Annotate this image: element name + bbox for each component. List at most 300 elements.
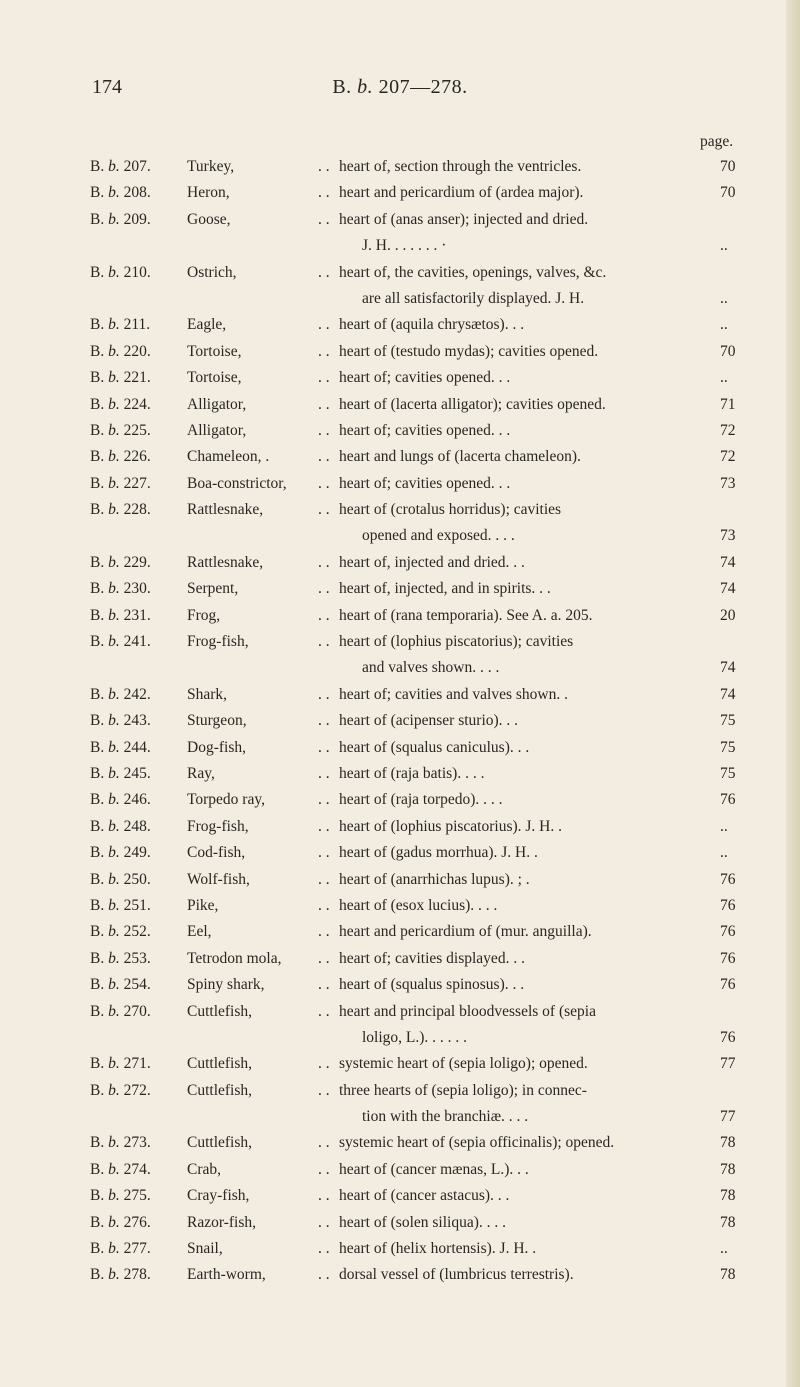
entry-number: 244. [123, 738, 151, 756]
entry-ref [90, 1134, 151, 1152]
entry-number: 277. [123, 1240, 151, 1258]
entry-number: 224. [123, 395, 151, 413]
entry-ref [90, 739, 151, 757]
catalogue-entry [0, 763, 800, 789]
entry-separator: . . [318, 817, 330, 835]
entry-description: heart of, injected, and in spirits. . . [339, 580, 551, 598]
entry-description-cont: opened and exposed. . . . [362, 527, 515, 545]
entry-continuation-line [0, 657, 800, 683]
entry-separator: . . [318, 1055, 330, 1073]
entry-description-cont: tion with the branchiæ. . . . [362, 1108, 529, 1126]
entry-number: 274. [123, 1160, 151, 1178]
entry-number: 243. [123, 712, 151, 730]
entry-series: b. [108, 1055, 120, 1073]
entry-page-number: 70 [720, 184, 736, 202]
running-title [0, 76, 800, 99]
entry-line [0, 394, 800, 420]
entry-description: heart of, the cavities, openings, valves, &c. [339, 263, 607, 281]
entry-separator: . . [318, 448, 330, 466]
entry-line [0, 499, 800, 525]
entry-line [0, 552, 800, 578]
entry-description: heart and pericardium of (mur. anguilla). [339, 923, 592, 941]
entry-page-number: .. [720, 1240, 728, 1258]
catalogue-entry [0, 314, 800, 340]
entry-description: heart of (cancer mænas, L.). . . [339, 1160, 529, 1178]
entry-series: b. [108, 158, 120, 175]
entry-series: b. [108, 1187, 120, 1205]
entry-description: heart and principal bloodvessels of (sepia [339, 1002, 596, 1020]
entry-description: heart of; cavities and valves shown. . [339, 685, 568, 703]
entry-ref [90, 607, 151, 625]
catalogue-entry [0, 1185, 800, 1211]
entry-separator: . . [318, 1134, 330, 1152]
entry-separator: . . [318, 1213, 330, 1231]
entry-number: 252. [123, 923, 151, 941]
catalogue-entry [0, 394, 800, 420]
entry-ref [90, 950, 151, 968]
entry-line [0, 1264, 800, 1290]
entry-separator: . . [318, 1002, 330, 1020]
entry-prefix: B. [90, 263, 105, 281]
entry-specimen-name: Rattlesnake, [187, 553, 264, 571]
entry-separator: . . [318, 923, 330, 941]
entry-description: heart of (squalus spinosus). . . [339, 976, 525, 994]
entry-continuation-line [0, 1027, 800, 1053]
entry-line [0, 869, 800, 895]
entry-number: 276. [123, 1213, 151, 1231]
entry-number: 242. [123, 685, 151, 703]
catalogue-entry [0, 684, 800, 710]
entry-prefix: B. [90, 1081, 105, 1099]
catalogue-entry [0, 552, 800, 578]
entry-ref [90, 580, 151, 598]
entry-line [0, 1080, 800, 1106]
entry-series: b. [108, 896, 120, 914]
entry-ref [90, 765, 151, 783]
entry-number: 229. [123, 553, 151, 571]
entry-page-number: 76 [720, 949, 736, 967]
entry-specimen-name: Cuttlefish, [187, 1134, 253, 1152]
entry-ref [90, 897, 151, 915]
entry-page-number: 78 [720, 1266, 736, 1284]
entry-description: heart of (lophius piscatorius); cavities [339, 633, 574, 651]
entry-line [0, 789, 800, 815]
entry-description: heart and pericardium of (ardea major). [339, 184, 584, 202]
entry-separator: . . [318, 421, 330, 439]
entry-series: b. [108, 870, 120, 888]
entry-description: heart of; cavities displayed. . . [339, 949, 525, 967]
entry-description: heart of (crotalus horridus); cavities [339, 501, 562, 519]
entry-description: heart of (esox lucius). . . . [339, 896, 498, 914]
entry-prefix: B. [90, 184, 105, 202]
entry-page-number: 74 [720, 685, 736, 703]
entry-description: heart of (aquila chrysætos). . . [339, 316, 525, 334]
entry-prefix: B. [90, 712, 105, 730]
entry-series: b. [108, 1002, 120, 1020]
entry-description-cont: are all satisfactorily displayed. J. H. [362, 289, 585, 307]
entry-number: 278. [123, 1266, 151, 1284]
entry-continuation-line [0, 525, 800, 551]
entry-prefix: B. [90, 1134, 105, 1152]
entry-prefix: B. [90, 844, 105, 862]
entry-specimen-name: Tetrodon mola, [187, 949, 282, 967]
entry-specimen-name: Frog-fish, [187, 633, 249, 651]
entry-ref [90, 791, 151, 809]
catalogue-entry [0, 789, 800, 815]
entry-separator: . . [318, 369, 330, 387]
entry-specimen-name: Chameleon, . [187, 448, 270, 466]
entry-line [0, 763, 800, 789]
entry-separator: . . [318, 1266, 330, 1284]
entry-number: 246. [123, 791, 151, 809]
entry-series: b. [108, 685, 120, 703]
entry-prefix: B. [90, 764, 105, 782]
entry-ref [90, 501, 151, 519]
entry-separator: . . [318, 976, 330, 994]
entry-page-number: .. [720, 844, 728, 862]
entry-page-number: 78 [720, 1134, 736, 1152]
entry-number: 210. [123, 263, 151, 281]
entry-description: heart of; cavities opened. . . [339, 474, 511, 492]
entry-series: b. [108, 633, 120, 651]
entry-number: 248. [123, 817, 151, 835]
entry-specimen-name: Cuttlefish, [187, 1055, 253, 1073]
entry-number: 254. [123, 976, 151, 994]
entry-page-number: .. [720, 237, 728, 255]
entry-page-number: 75 [720, 764, 736, 782]
catalogue-entry [0, 895, 800, 921]
catalogue-entry [0, 631, 800, 684]
entry-line [0, 842, 800, 868]
entry-page-number: 75 [720, 738, 736, 756]
entry-number: 208. [123, 184, 151, 202]
entry-description: heart of (rana temporaria). See A. a. 205. [339, 606, 593, 624]
entry-prefix: B. [90, 395, 105, 413]
entry-series: b. [108, 1160, 120, 1178]
entry-line [0, 262, 800, 288]
entry-number: 227. [123, 474, 151, 492]
catalogue-entry [0, 1159, 800, 1185]
entry-ref [90, 1214, 151, 1232]
catalogue-entry [0, 737, 800, 763]
entry-separator: . . [318, 1160, 330, 1178]
entry-prefix: B. [90, 501, 105, 519]
entry-line [0, 578, 800, 604]
entry-page-number: 72 [720, 448, 736, 466]
entry-ref [90, 818, 151, 836]
catalogue-entry [0, 182, 800, 208]
entry-description: heart of (raja torpedo). . . . [339, 791, 503, 809]
catalogue-entry [0, 499, 800, 552]
entry-separator: . . [318, 870, 330, 888]
entry-line [0, 1238, 800, 1264]
entry-page-number: 78 [720, 1187, 736, 1205]
entry-series: b. [108, 1213, 120, 1231]
catalogue-entry [0, 578, 800, 604]
entry-line [0, 895, 800, 921]
entry-series: b. [108, 474, 120, 492]
entry-description: heart of (lacerta alligator); cavities opened. [339, 395, 606, 413]
entry-specimen-name: Razor-fish, [187, 1213, 256, 1231]
entry-line [0, 1053, 800, 1079]
entry-line [0, 1212, 800, 1238]
entry-specimen-name: Dog-fish, [187, 738, 246, 756]
entry-line [0, 921, 800, 947]
entry-ref [90, 184, 151, 202]
entry-specimen-name: Ray, [187, 764, 215, 782]
entry-number: 250. [123, 870, 151, 888]
entry-specimen-name: Pike, [187, 896, 219, 914]
entry-page-number: 74 [720, 580, 736, 598]
entry-series: b. [108, 923, 120, 941]
entry-page-number: .. [720, 289, 728, 307]
entry-number: 231. [123, 606, 151, 624]
entry-series: b. [108, 210, 120, 228]
entry-specimen-name: Crab, [187, 1160, 222, 1178]
entry-ref [90, 1003, 151, 1021]
entry-line [0, 974, 800, 1000]
entry-prefix: B. [90, 210, 105, 228]
entry-description: heart of (acipenser sturio). . . [339, 712, 519, 730]
entry-series: b. [108, 369, 120, 387]
entry-separator: . . [318, 791, 330, 809]
entry-separator: . . [318, 158, 330, 175]
entry-ref [90, 1266, 151, 1284]
entry-separator: . . [318, 342, 330, 360]
catalogue-entry [0, 446, 800, 472]
entry-page-number: .. [720, 316, 728, 334]
entry-prefix: B. [90, 817, 105, 835]
entry-specimen-name: Goose, [187, 210, 231, 228]
entry-prefix: B. [90, 342, 105, 360]
entry-line [0, 1185, 800, 1211]
entry-description-cont: and valves shown. . . . [362, 659, 500, 677]
entry-ref [90, 554, 151, 572]
catalogue-entry [0, 869, 800, 895]
entry-description: heart of (squalus caniculus). . . [339, 738, 530, 756]
catalogue-entry [0, 262, 800, 315]
entry-series: b. [108, 184, 120, 202]
entry-series: b. [108, 606, 120, 624]
entry-prefix: B. [90, 1240, 105, 1258]
entry-page-number: .. [720, 817, 728, 835]
entry-ref [90, 1082, 151, 1100]
entry-separator: . . [318, 580, 330, 598]
entry-series: b. [108, 580, 120, 598]
entry-specimen-name: Cod-fish, [187, 844, 246, 862]
entry-page-number: 20 [720, 606, 736, 624]
entry-line [0, 156, 800, 182]
page-column-header: page. [700, 133, 734, 150]
entry-separator: . . [318, 210, 330, 228]
catalogue-entry [0, 948, 800, 974]
catalogue-entry [0, 420, 800, 446]
entry-specimen-name: Tortoise, [187, 342, 242, 360]
entry-page-number: 78 [720, 1213, 736, 1231]
entry-separator: . . [318, 184, 330, 202]
entry-separator: . . [318, 395, 330, 413]
entry-prefix: B. [90, 158, 105, 175]
entry-line [0, 1132, 800, 1158]
catalogue-list [0, 156, 800, 1291]
entry-description: heart of (lophius piscatorius). J. H. . [339, 817, 562, 835]
entry-specimen-name: Serpent, [187, 580, 239, 598]
entry-number: 245. [123, 764, 151, 782]
entry-page-number: 76 [720, 923, 736, 941]
entry-page-number: 73 [720, 474, 736, 492]
entry-number: 272. [123, 1081, 151, 1099]
entry-page-number: 76 [720, 1028, 736, 1046]
entry-specimen-name: Cuttlefish, [187, 1081, 253, 1099]
entry-ref [90, 844, 151, 862]
entry-description: heart of (gadus morrhua). J. H. . [339, 844, 538, 862]
entry-page-number: 70 [720, 158, 736, 175]
entry-line [0, 605, 800, 631]
entry-ref [90, 422, 151, 440]
entry-specimen-name: Eel, [187, 923, 212, 941]
entry-series: b. [108, 817, 120, 835]
entry-prefix: B. [90, 421, 105, 439]
entry-separator: . . [318, 316, 330, 334]
entry-specimen-name: Cray-fish, [187, 1187, 250, 1205]
entry-prefix: B. [90, 633, 105, 651]
entry-ref [90, 448, 151, 466]
entry-series: b. [108, 712, 120, 730]
entry-prefix: B. [90, 923, 105, 941]
entry-specimen-name: Earth-worm, [187, 1266, 266, 1284]
entry-series: b. [108, 553, 120, 571]
entry-specimen-name: Ostrich, [187, 263, 237, 281]
entry-ref [90, 369, 151, 387]
entry-specimen-name: Sturgeon, [187, 712, 247, 730]
entry-series: b. [108, 395, 120, 413]
entry-series: b. [108, 1134, 120, 1152]
entry-prefix: B. [90, 1213, 105, 1231]
entry-specimen-name: Rattlesnake, [187, 501, 264, 519]
entry-number: 270. [123, 1002, 151, 1020]
entry-number: 226. [123, 448, 151, 466]
entry-page-number: 72 [720, 421, 736, 439]
entry-line [0, 710, 800, 736]
entry-line [0, 816, 800, 842]
entry-specimen-name: Frog, [187, 606, 221, 624]
entry-ref [90, 211, 151, 229]
entry-ref [90, 264, 151, 282]
entry-continuation-line [0, 235, 800, 261]
entry-line [0, 1159, 800, 1185]
entry-separator: . . [318, 606, 330, 624]
entry-description: heart of (anarrhichas lupus). ; . [339, 870, 530, 888]
catalogue-entry [0, 1080, 800, 1133]
entry-line [0, 341, 800, 367]
entry-series: b. [108, 764, 120, 782]
entry-number: 230. [123, 580, 151, 598]
entry-page-number: 76 [720, 791, 736, 809]
entry-page-number: 76 [720, 870, 736, 888]
entry-separator: . . [318, 738, 330, 756]
catalogue-entry [0, 1001, 800, 1054]
entry-ref [90, 976, 151, 994]
entry-series: b. [108, 263, 120, 281]
entry-number: 241. [123, 633, 151, 651]
entry-continuation-line [0, 1106, 800, 1132]
entry-ref [90, 475, 151, 493]
catalogue-entry [0, 816, 800, 842]
entry-page-number: 71 [720, 395, 736, 413]
entry-series: b. [108, 421, 120, 439]
entry-separator: . . [318, 501, 330, 519]
entry-number: 207. [123, 158, 151, 175]
catalogue-entry [0, 974, 800, 1000]
entry-description: heart of, injected and dried. . . [339, 553, 525, 571]
catalogue-entry [0, 367, 800, 393]
entry-series: b. [108, 1081, 120, 1099]
entry-specimen-name: Shark, [187, 685, 228, 703]
entry-specimen-name: Alligator, [187, 395, 247, 413]
entry-prefix: B. [90, 1160, 105, 1178]
entry-specimen-name: Turkey, [187, 158, 235, 175]
entry-prefix: B. [90, 553, 105, 571]
entry-line [0, 473, 800, 499]
running-title-range: 207—278. [378, 76, 468, 98]
catalogue-entry [0, 341, 800, 367]
entry-page-number: 74 [720, 553, 736, 571]
entry-prefix: B. [90, 976, 105, 994]
entry-description: heart of (raja batis). . . . [339, 764, 485, 782]
entry-number: 221. [123, 369, 151, 387]
entry-ref [90, 396, 151, 414]
catalogue-entry [0, 156, 800, 182]
entry-specimen-name: Alligator, [187, 421, 247, 439]
entry-continuation-line [0, 288, 800, 314]
entry-number: 251. [123, 896, 151, 914]
entry-series: b. [108, 976, 120, 994]
entry-description: systemic heart of (sepia officinalis); opened. [339, 1134, 615, 1152]
entry-prefix: B. [90, 949, 105, 967]
entry-line [0, 1001, 800, 1027]
entry-prefix: B. [90, 1187, 105, 1205]
entry-ref [90, 343, 151, 361]
entry-number: 249. [123, 844, 151, 862]
entry-line [0, 446, 800, 472]
entry-description: heart of; cavities opened. . . [339, 421, 511, 439]
entry-prefix: B. [90, 474, 105, 492]
entry-separator: . . [318, 633, 330, 651]
entry-page-number: 76 [720, 976, 736, 994]
entry-page-number: 77 [720, 1108, 736, 1126]
entry-description-cont: loligo, L.). . . . . . [362, 1028, 468, 1046]
entry-page-number: 73 [720, 527, 736, 545]
entry-prefix: B. [90, 896, 105, 914]
entry-line [0, 631, 800, 657]
entry-number: 220. [123, 342, 151, 360]
entry-separator: . . [318, 896, 330, 914]
entry-description: heart of (solen siliqua). . . . [339, 1213, 507, 1231]
entry-separator: . . [318, 553, 330, 571]
entry-description: heart of; cavities opened. . . [339, 369, 511, 387]
catalogue-entry [0, 1264, 800, 1290]
entry-prefix: B. [90, 738, 105, 756]
entry-number: 273. [123, 1134, 151, 1152]
page-header [0, 76, 800, 106]
entry-ref [90, 316, 150, 334]
catalogue-entry [0, 1212, 800, 1238]
entry-separator: . . [318, 949, 330, 967]
entry-ref [90, 871, 151, 889]
catalogue-entry [0, 710, 800, 736]
entry-description: dorsal vessel of (lumbricus terrestris). [339, 1266, 574, 1284]
running-title-series: b. [357, 76, 374, 98]
